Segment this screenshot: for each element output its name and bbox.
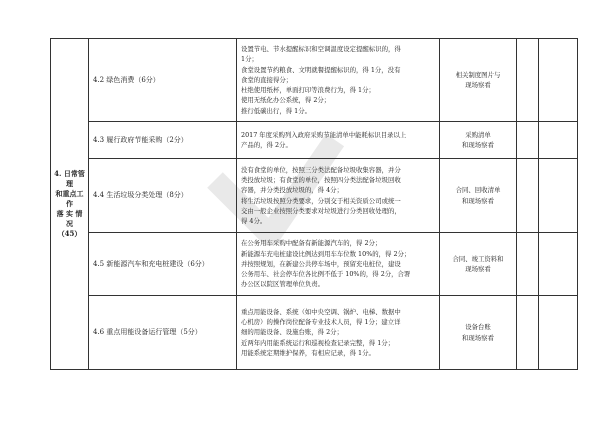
score-cell xyxy=(517,296,539,370)
criteria-cell xyxy=(237,159,440,233)
criteria-line: 办公区以院区管理单位负责。 xyxy=(241,280,325,289)
table-row xyxy=(51,233,578,296)
evaluation-table xyxy=(50,38,578,370)
category-line: 和重点工作 xyxy=(55,189,84,208)
item-cell: 4.6 重点用能设备运行管理（5分） xyxy=(89,296,237,370)
criteria-line: 心机房）的操作岗位配备专业技术人员，得 1分；建立详 xyxy=(241,318,401,327)
criteria-line: 产品的，得 2分。 xyxy=(241,141,292,149)
criteria-line: 容器，并分类投放垃圾的，得 4分； xyxy=(241,186,343,195)
criteria-line: 2017 年度采购列入政府采购节能清单中能耗标识目录以上 xyxy=(241,130,407,139)
score-cell xyxy=(517,122,539,159)
method-line: 采购清单 xyxy=(465,130,491,139)
method-line: 现场察看 xyxy=(465,81,491,89)
criteria-line: 食堂的直接得分； xyxy=(241,75,293,84)
item-cell: 4.5 新能源汽车和充电桩建设（6分） xyxy=(89,233,237,296)
criteria-cell xyxy=(237,296,440,370)
method-cell xyxy=(440,296,517,370)
table-row xyxy=(51,159,578,233)
criteria-line: 新能源车充电桩建设比例达到用车车位数 10%的，得 2分； xyxy=(241,249,411,258)
criteria-line: 近两年内用能系统运行和巡视检查记录完整，得 1分； xyxy=(241,338,395,347)
method-line: 和现场察看 xyxy=(462,196,494,205)
criteria-line: 推行低碳出行，得 1分。 xyxy=(241,106,312,115)
table-row xyxy=(51,122,578,159)
criteria-line: 类投放垃圾；有食堂的单位，按照四分类法配备垃圾回收 xyxy=(241,176,401,185)
remark-cell xyxy=(539,159,578,233)
category-line: 4. 日常管理 xyxy=(54,169,85,188)
category-line: 落 实 情 况 xyxy=(56,209,83,228)
criteria-line: 交由一般企业按照分类要求对垃圾进行分类回收处理的， xyxy=(241,206,401,215)
score-cell xyxy=(517,233,539,296)
method-cell xyxy=(440,122,517,159)
item-cell: 4.3 履行政府节能采购（2分） xyxy=(89,122,237,159)
criteria-line: 杜绝使用纸杯，单面打印等浪费行为，得 1分； xyxy=(241,86,375,95)
category-cell xyxy=(51,39,89,370)
method-cell xyxy=(440,159,517,233)
category-line: （45） xyxy=(57,229,82,238)
item-cell: 4.2 绿色消费（6分） xyxy=(89,39,237,122)
remark-cell xyxy=(539,296,578,370)
criteria-line: 没有食堂的单位，按照三分类法配备垃圾收集容器，并分 xyxy=(241,165,401,174)
criteria-line: 用能系统定期维护保养，有相应记录，得 1分。 xyxy=(241,348,375,357)
remark-cell xyxy=(539,39,578,122)
method-line: 相关制度图片与 xyxy=(455,70,501,79)
criteria-line: 并按照规划，在新建公共停车场中，预留充电桩位，建设 xyxy=(241,259,401,268)
method-line: 和现场察看 xyxy=(462,333,494,342)
remark-cell xyxy=(539,122,578,159)
criteria-cell xyxy=(237,122,440,159)
criteria-line: 食堂设置节约粮食、文明就餐提醒标识的，得 1分，没有 xyxy=(241,65,401,74)
criteria-line: 设置节电、节水提醒标识和空调温度设定提醒标识的，得 xyxy=(241,45,401,54)
score-cell xyxy=(517,159,539,233)
method-cell xyxy=(440,39,517,122)
criteria-line: 1分； xyxy=(241,55,258,64)
table-row xyxy=(51,296,578,370)
method-line: 现场察看 xyxy=(465,265,491,273)
table-row xyxy=(51,39,578,122)
criteria-line: 在公务用车采购中配备有新能源汽车的，得 2分； xyxy=(241,239,382,248)
criteria-line: 细的用能设备、设施台账，得 2分； xyxy=(241,328,343,337)
criteria-line: 使用无纸化办公系统，得 2分； xyxy=(241,96,331,105)
criteria-line: 得 4分。 xyxy=(241,216,267,225)
method-line: 和现场察看 xyxy=(462,141,494,149)
criteria-line: 将生活垃圾按照分类要求，分别交于相关资质公司或统一 xyxy=(241,196,401,205)
item-cell: 4.4 生活垃圾分类处理（8分） xyxy=(89,159,237,233)
method-line: 设备台账 xyxy=(465,323,491,332)
criteria-cell xyxy=(237,39,440,122)
method-line: 合同、回收清单 xyxy=(455,186,501,195)
method-cell xyxy=(440,233,517,296)
criteria-line: 重点用能设备、系统（如中央空调、锅炉、电梯、数据中 xyxy=(241,307,401,316)
score-cell xyxy=(517,39,539,122)
remark-cell xyxy=(539,233,578,296)
criteria-line: 公务用车、社会停车位各比例不低于 10%的，得 2分，合署 xyxy=(241,270,411,279)
criteria-cell xyxy=(237,233,440,296)
method-line: 合同、竣工资料和 xyxy=(452,254,504,263)
